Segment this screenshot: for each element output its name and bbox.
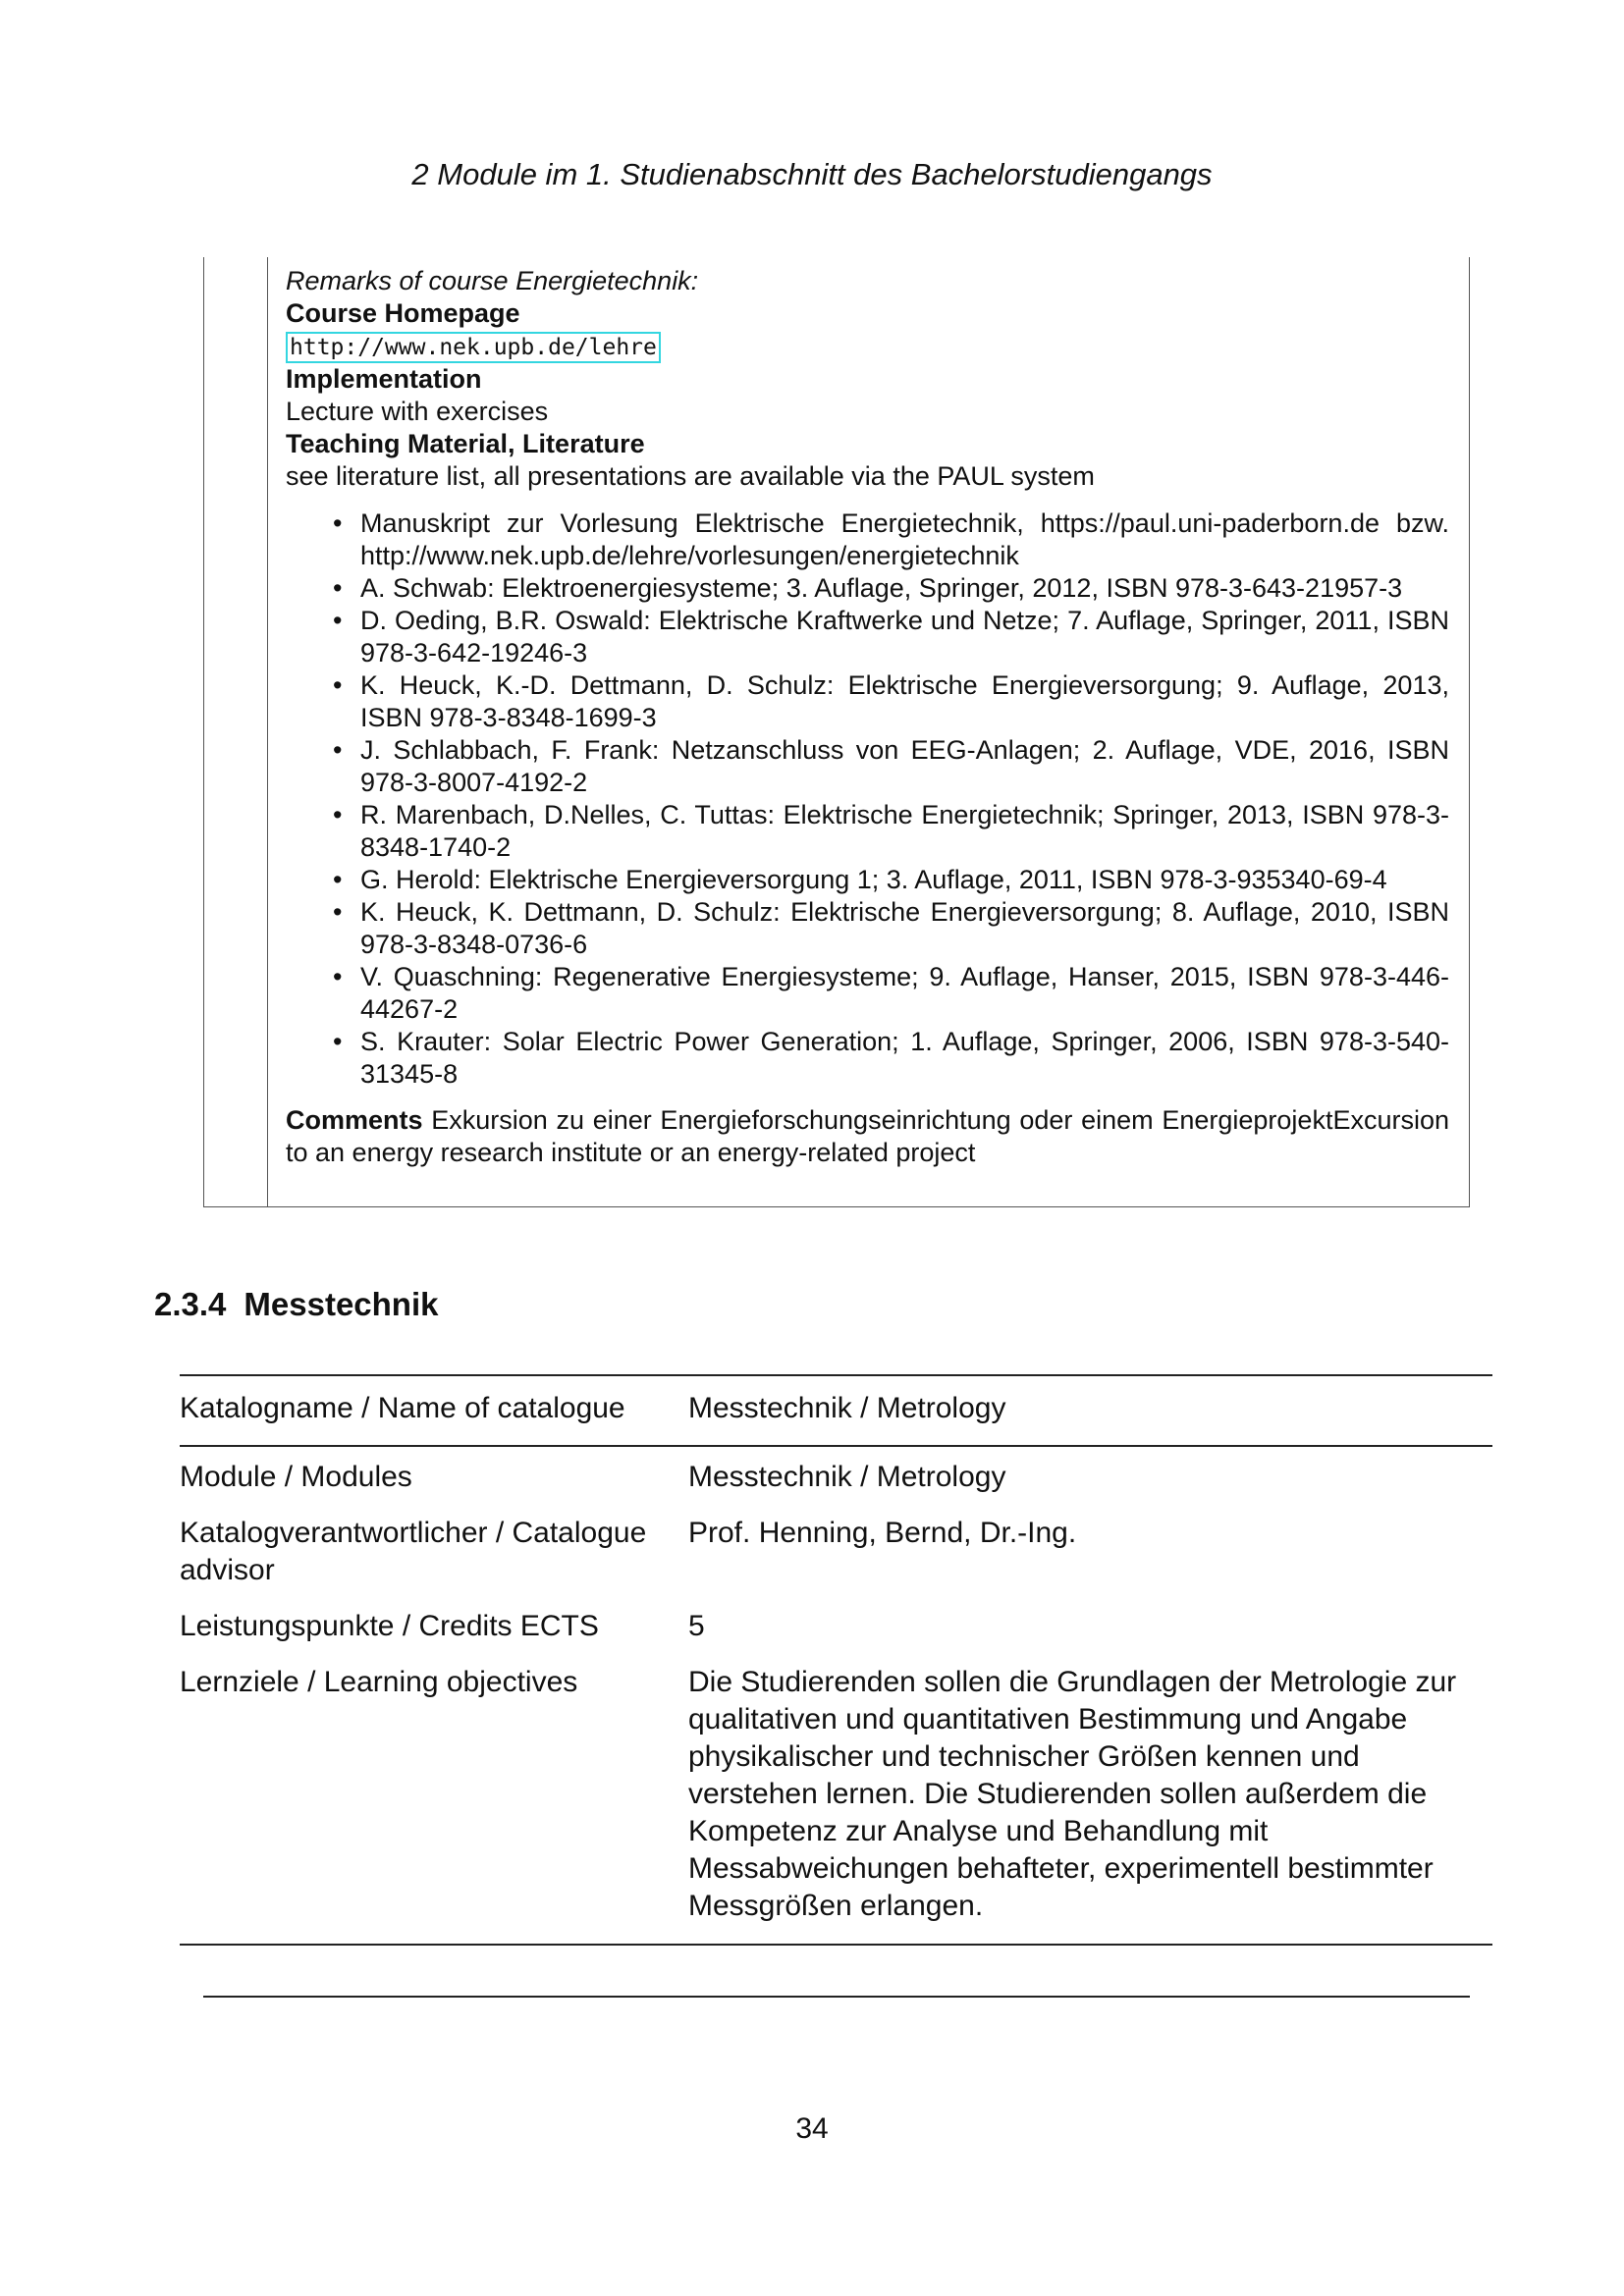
comments (286, 1104, 1449, 1169)
header-value: Messtechnik / Metrology (688, 1392, 1006, 1424)
row-key: Module / Modules (180, 1461, 412, 1493)
running-header: 2 Module im 1. Studienabschnitt des Bachelorstudiengangs (411, 157, 1213, 191)
comments-text: Exkursion zu einer Energieforschungseinrichtung oder einem EnergieprojektExcursion to an energy research institute or an energy-related project (286, 1105, 1449, 1167)
section-heading (154, 1286, 439, 1323)
row-key: Lernziele / Learning objectives (180, 1666, 578, 1698)
literature-item: • G. Herold: Elektrische Energieversorgung 1; 3. Auflage, 2011, ISBN 978-3-935340-69-4 (360, 864, 1449, 896)
comments-label: Comments (286, 1105, 423, 1135)
row-value: Die Studierenden sollen die Grundlagen der Metrologie zur qualitativen und quantitativen Bestimmung und Angabe physikalischer und technischer Größen kennen und verstehen lernen. Die Studierenden sollen außerdem die Kompetenz zur Analyse und Behandlung mit Messabweichungen behafteter, experimentell bestimmter Messgrößen erlangen. (688, 1666, 1457, 1922)
row-value: 5 (688, 1610, 705, 1642)
literature-item: • Manuskript zur Vorlesung Elektrische Energietechnik, https://paul.uni-paderborn.de bzw. http://www.nek.upb.de/lehre/vorlesungen/energietechnik (360, 507, 1449, 572)
literature-item: • S. Krauter: Solar Electric Power Generation; 1. Auflage, Springer, 2006, ISBN 978-3-540-31345-8 (360, 1026, 1449, 1091)
header-key: Katalogname / Name of catalogue (180, 1392, 625, 1424)
table-inner-rule (267, 257, 268, 1206)
literature-item: • K. Heuck, K.-D. Dettmann, D. Schulz: Elektrische Energieversorgung; 9. Auflage, 2013, ISBN 978-3-8348-1699-3 (360, 669, 1449, 734)
material-text: see literature list, all presentations are available via the PAUL system (286, 461, 1095, 491)
remarks-title: Remarks of course Energietechnik: (286, 266, 699, 295)
homepage-link[interactable]: http://www.nek.upb.de/lehre (286, 332, 661, 363)
row-value: Messtechnik / Metrology (688, 1461, 1006, 1493)
section-number: 2.3.4 (154, 1286, 227, 1322)
remarks-box (203, 257, 1470, 1207)
row-key: Katalogverantwortlicher / Catalogue advisor (180, 1517, 647, 1586)
literature-item: • R. Marenbach, D.Nelles, C. Tuttas: Elektrische Energietechnik; Springer, 2013, ISBN 978-3-8348-1740-2 (360, 799, 1449, 864)
row-value: Prof. Henning, Bernd, Dr.-Ing. (688, 1517, 1077, 1549)
literature-list (286, 507, 1449, 1091)
literature-item: • A. Schwab: Elektroenergiesysteme; 3. Auflage, Springer, 2012, ISBN 978-3-643-21957-3 (360, 572, 1449, 605)
literature-item: • D. Oeding, B.R. Oswald: Elektrische Kraftwerke und Netze; 7. Auflage, Springer, 2011, ISBN 978-3-642-19246-3 (360, 605, 1449, 669)
table-bottom-rule (180, 1944, 1492, 1946)
table-top-rule (180, 1374, 1492, 1376)
literature-item: • V. Quaschning: Regenerative Energiesysteme; 9. Auflage, Hanser, 2015, ISBN 978-3-446-44267-2 (360, 961, 1449, 1026)
implementation-label: Implementation (286, 364, 482, 394)
table-header-rule (180, 1445, 1492, 1447)
page-number: 34 (795, 2112, 829, 2145)
row-key: Leistungspunkte / Credits ECTS (180, 1610, 599, 1642)
remarks-content (286, 265, 1449, 1169)
literature-item: • K. Heuck, K. Dettmann, D. Schulz: Elektrische Energieversorgung; 8. Auflage, 2010, ISBN 978-3-8348-0736-6 (360, 896, 1449, 961)
literature-item: • J. Schlabbach, F. Frank: Netzanschluss von EEG-Anlagen; 2. Auflage, VDE, 2016, ISBN 978-3-8007-4192-2 (360, 734, 1449, 799)
implementation-text: Lecture with exercises (286, 397, 549, 426)
material-label: Teaching Material, Literature (286, 429, 645, 458)
bottom-rule (203, 1996, 1470, 1998)
section-title: Messtechnik (244, 1286, 439, 1322)
homepage-label: Course Homepage (286, 298, 520, 328)
